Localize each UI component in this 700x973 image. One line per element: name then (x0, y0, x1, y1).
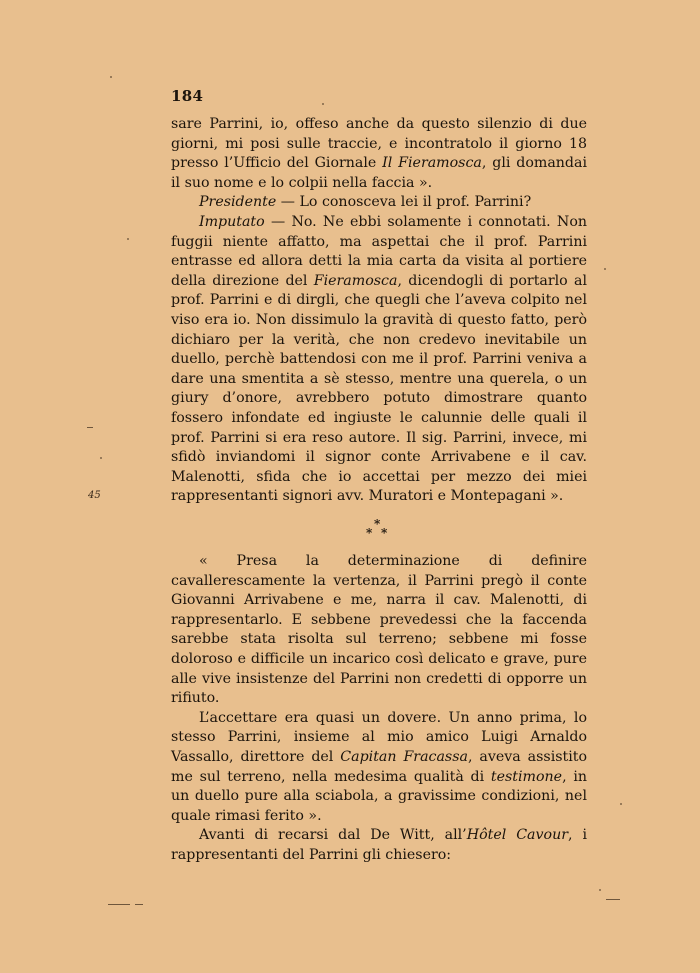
text-run: , aveva assistito me sul terreno, nella medesima qualità di (171, 748, 587, 785)
text-block-testimony (171, 115, 587, 507)
text-run: , in un duello pure alla sciabola, a gravissime condizioni, nel quale rimasi ferito ». (171, 768, 587, 824)
paragraph (171, 709, 587, 827)
speaker-label: Imputato (199, 213, 265, 230)
page-number: 184 (171, 87, 204, 105)
paper-mark (87, 427, 93, 428)
asterisk-icon: * (381, 526, 388, 540)
paragraph (171, 115, 587, 193)
hotel-name: Hôtel Cavour (466, 827, 568, 844)
paragraph (171, 826, 587, 865)
paper-speck (322, 103, 324, 105)
newspaper-name: Capitan Fracassa (340, 748, 468, 765)
paper-mark (108, 904, 130, 905)
speaker-label: Presidente (199, 194, 277, 211)
paper-speck (599, 889, 601, 891)
asterisk-icon: * (374, 517, 381, 531)
text-run: Avanti di recarsi dal De Witt, all’ (199, 827, 467, 844)
paper-speck (604, 268, 606, 270)
paper-speck (127, 238, 129, 240)
text-run: « Presa la determinazione di definire cavallerescamente la vertenza, il Parrini pregò il conte Giovanni Arrivabene e me, narra il cav. Malenotti, di rappresentarlo. E sebbene prevedessi che la faccenda sarebbe stata risolta sul terreno; sebbene mi fosse doloroso e difficile un incarico così delicato e grave, pure alle vive insistenze del Parrini non credetti di opporre un rifiuto. (171, 553, 587, 707)
paragraph (171, 552, 587, 709)
text-run: L’accettare era quasi un dovere. Un anno prima, lo stesso Parrini, insieme al mio amico Luigi Arnaldo Vassallo, direttore del (171, 709, 587, 765)
paragraph (171, 213, 587, 507)
text-run: , i rappresentanti del Parrini gli chiesero: (171, 827, 587, 863)
text-run: , dicendogli di portarlo al prof. Parrini e di dirgli, che quegli che l’aveva colpito nel viso era io. Non dissimulo la gravità di questo fatto, però dichiaro per la verità, che non credevo inevitabile un duello, perchè battendosi con me il prof. Parrini veniva a dare una smentita a sè stesso, mentre una querela, o un giury d’onore, avrebbero potuto dimostrare quanto fossero infondate ed ingiuste le calunnie delle quali il prof. Parrini si era reso autore. Il sig. Parrini, invece, mi sfidò inviandomi il signor conte Arrivabene e il cav. Malenotti, sfida che io accettai per mezzo dei miei rappresentanti signori avv. Muratori e Montepagani ». (171, 272, 587, 505)
margin-mark: 45 (88, 490, 101, 501)
newspaper-name: Il Fieramosca (382, 155, 482, 172)
paper-speck (620, 803, 622, 805)
text-run: , gli domandai il suo nome e lo colpii nella faccia ». (171, 155, 587, 191)
asterisk-icon: * (366, 526, 373, 540)
emphasis: testimone (490, 768, 563, 785)
newspaper-name: Fieramosca (313, 272, 398, 289)
text-run: — No. Ne ebbi solamente i connotati. Non fuggii niente affatto, ma aspettai che il prof. Parrini entrasse ed allora detti la mia carta da visita al portiere della direzione del (171, 213, 587, 289)
paper-mark (135, 904, 143, 905)
paper-speck (110, 76, 112, 78)
section-separator (366, 518, 396, 540)
paper-mark (606, 899, 620, 900)
text-run: — Lo conosceva lei il prof. Parrini? (276, 194, 532, 211)
text-block-narrative (171, 552, 587, 866)
paper-speck (100, 457, 102, 459)
paragraph (171, 193, 587, 213)
text-run: sare Parrini, io, offeso anche da questo silenzio di due giorni, mi posi sulle traccie, e incontratolo il giorno 18 presso l’Ufficio del Giornale (171, 116, 587, 172)
